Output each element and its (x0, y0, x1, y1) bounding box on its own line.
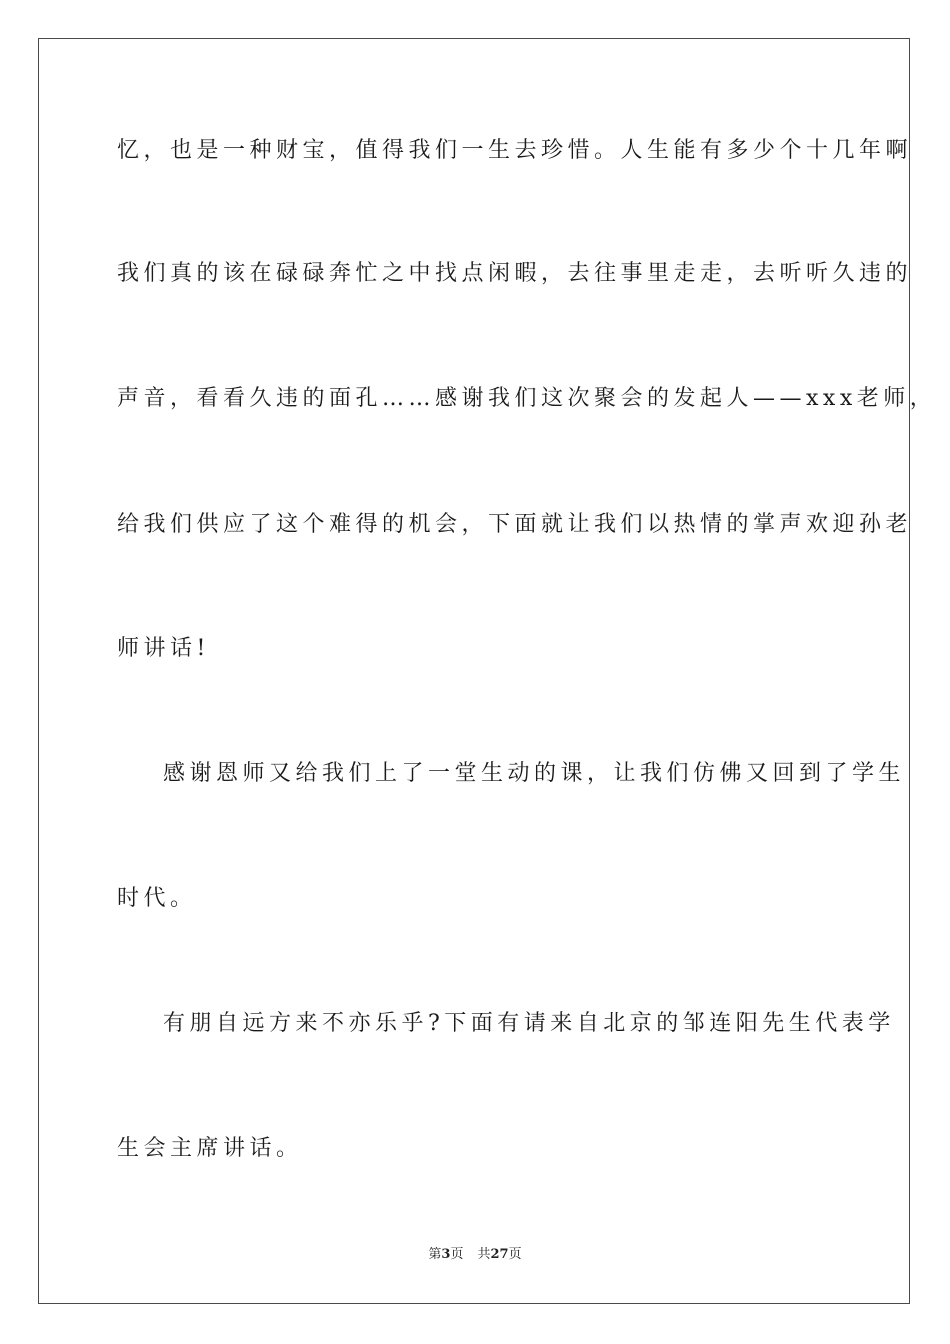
body-text-line: 忆，也是一种财宝，值得我们一生去珍惜。人生能有多少个十几年啊 (117, 138, 913, 163)
body-text-line: 生会主席讲话。 (117, 1136, 303, 1161)
body-text-line: 有朋自远方来不亦乐乎?下面有请来自北京的邹连阳先生代表学 (163, 1011, 895, 1036)
footer-total-pages: 27 (490, 1247, 509, 1262)
body-text-line: 师讲话! (117, 636, 210, 661)
footer-page-suffix: 页 (450, 1247, 464, 1262)
body-text-line: 时代。 (117, 886, 197, 911)
body-text-line: 给我们供应了这个难得的机会，下面就让我们以热情的掌声欢迎孙老 (117, 512, 913, 537)
footer-page-number: 3 (441, 1247, 451, 1262)
footer-total-prefix: 共 (477, 1247, 491, 1262)
page-footer (0, 1246, 950, 1264)
body-text-line: 感谢恩师又给我们上了一堂生动的课，让我们仿佛又回到了学生 (163, 761, 906, 786)
footer-page-prefix: 第 (428, 1247, 442, 1262)
body-text-line: 声音，看看久违的面孔……感谢我们这次聚会的发起人——xxx老师， (117, 386, 937, 411)
footer-total-suffix: 页 (508, 1247, 522, 1262)
body-text-line: 我们真的该在碌碌奔忙之中找点闲暇，去往事里走走，去听听久违的 (117, 261, 913, 286)
page-border (38, 38, 937, 1304)
